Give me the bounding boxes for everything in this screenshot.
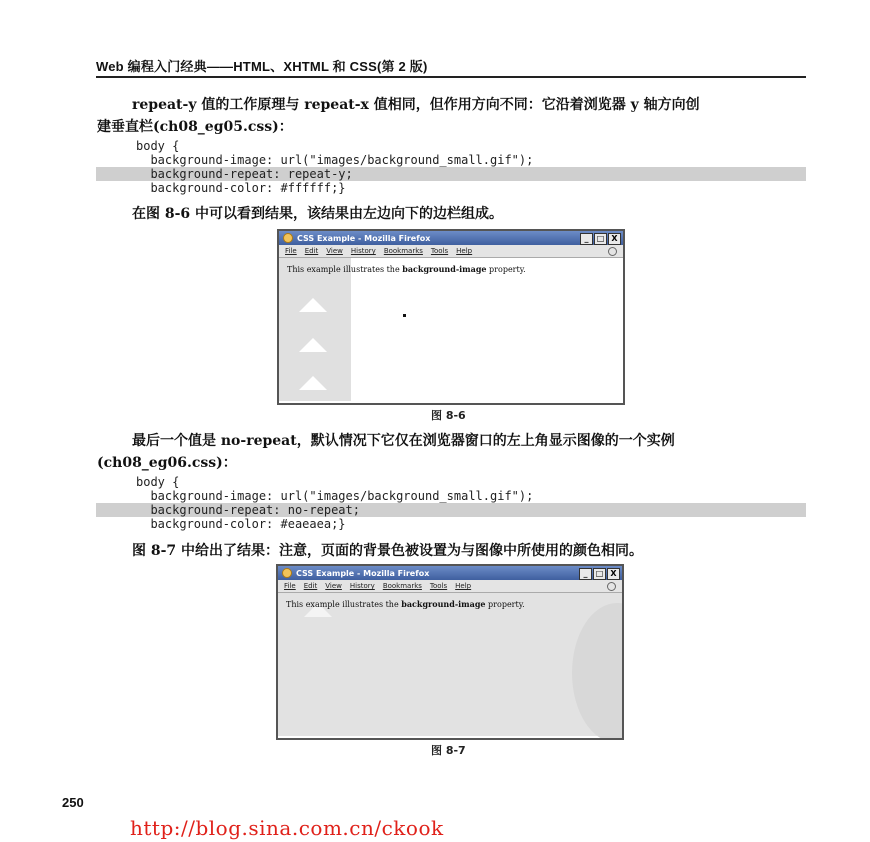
watermark-url: http://blog.sina.com.cn/ckook: [130, 816, 444, 840]
menu-tools[interactable]: Tools: [429, 582, 448, 590]
menu-help[interactable]: Help: [455, 582, 472, 590]
menu-view[interactable]: View: [325, 582, 342, 590]
menu-help[interactable]: Help: [456, 247, 473, 255]
code-line: background-color: #eaeaea;}: [136, 517, 346, 531]
code-line: background-image: url("images/background_small.gif");: [136, 153, 534, 167]
menu-bar: [279, 245, 623, 258]
code-line: body {: [136, 139, 180, 153]
throbber-icon: [608, 247, 617, 256]
sample-text-start: This example illustrates the: [287, 265, 403, 274]
sample-text-end: property.: [486, 265, 526, 274]
menu-bookmarks[interactable]: Bookmarks: [383, 247, 423, 255]
sample-text: [287, 264, 526, 274]
minimize-button[interactable]: _: [580, 233, 593, 245]
repeat-y-sidebar: [279, 258, 351, 401]
menu-history[interactable]: History: [349, 582, 375, 590]
paragraph-figure-8-6-intro: 在图 8-6 中可以看到结果，该结果由左边向下的边栏组成。: [132, 206, 504, 222]
window-titlebar: [278, 566, 622, 580]
throbber-icon: [607, 582, 616, 591]
figure-8-7-caption: 图 8-7: [431, 744, 466, 757]
figure-8-6-caption: 图 8-6: [431, 409, 466, 422]
menu-file[interactable]: File: [284, 582, 296, 590]
close-button[interactable]: X: [608, 233, 621, 245]
sample-text-start: This example illustrates the: [286, 600, 402, 609]
background-triangle-icon: [299, 338, 327, 352]
window-title: CSS Example - Mozilla Firefox: [297, 233, 431, 243]
menu-bar: [278, 580, 622, 593]
mouse-pointer-dot: [403, 314, 406, 317]
figure-8-7-browser-window: [276, 564, 624, 740]
page-content: [278, 593, 622, 736]
code-line-highlighted: background-repeat: repeat-y;: [96, 167, 806, 181]
menu-edit[interactable]: Edit: [304, 247, 319, 255]
firefox-icon: [282, 568, 292, 578]
sample-text: [286, 599, 525, 609]
background-triangle-icon: [299, 298, 327, 312]
maximize-button[interactable]: □: [594, 233, 607, 245]
sample-text-end: property.: [485, 600, 525, 609]
window-title: CSS Example - Mozilla Firefox: [296, 568, 430, 578]
sample-text-bold: background-image: [401, 599, 486, 609]
menu-view[interactable]: View: [326, 247, 343, 255]
menu-edit[interactable]: Edit: [303, 582, 318, 590]
paragraph-no-repeat-line1: 最后一个值是 no-repeat，默认情况下它仅在浏览器窗口的左上角显示图像的一个实例: [132, 433, 675, 449]
firefox-icon: [283, 233, 293, 243]
background-triangle-icon: [299, 376, 327, 390]
code-line: background-image: url("images/background_small.gif");: [136, 489, 534, 503]
sample-text-bold: background-image: [402, 264, 487, 274]
code-line-highlighted: background-repeat: no-repeat;: [96, 503, 806, 517]
page-content: [279, 258, 623, 401]
menu-bookmarks[interactable]: Bookmarks: [382, 582, 422, 590]
paragraph-figure-8-7-intro: 图 8-7 中给出了结果：注意，页面的背景色被设置为与图像中所使用的颜色相同。: [132, 543, 644, 559]
running-header: Web 编程入门经典——HTML、XHTML 和 CSS(第 2 版): [96, 59, 428, 74]
code-line: body {: [136, 475, 180, 489]
window-titlebar: [279, 231, 623, 245]
header-rule: [96, 76, 806, 78]
paragraph-no-repeat-line2: (ch08_eg06.css)：: [97, 455, 237, 471]
close-button[interactable]: X: [607, 568, 620, 580]
minimize-button[interactable]: _: [579, 568, 592, 580]
menu-history[interactable]: History: [350, 247, 376, 255]
code-block-1: [136, 139, 806, 195]
background-shading: [572, 603, 624, 740]
menu-file[interactable]: File: [285, 247, 297, 255]
page-number: 250: [62, 795, 84, 810]
paragraph-repeat-y-line1: repeat-y 值的工作原理与 repeat-x 值相同，但作用方向不同：它沿着浏览器 y 轴方向创: [132, 97, 700, 113]
figure-8-6-browser-window: [277, 229, 625, 405]
paragraph-repeat-y-line2: 建垂直栏(ch08_eg05.css)：: [97, 119, 293, 135]
menu-tools[interactable]: Tools: [430, 247, 449, 255]
code-line: background-color: #ffffff;}: [136, 181, 346, 195]
code-block-2: [136, 475, 806, 531]
maximize-button[interactable]: □: [593, 568, 606, 580]
